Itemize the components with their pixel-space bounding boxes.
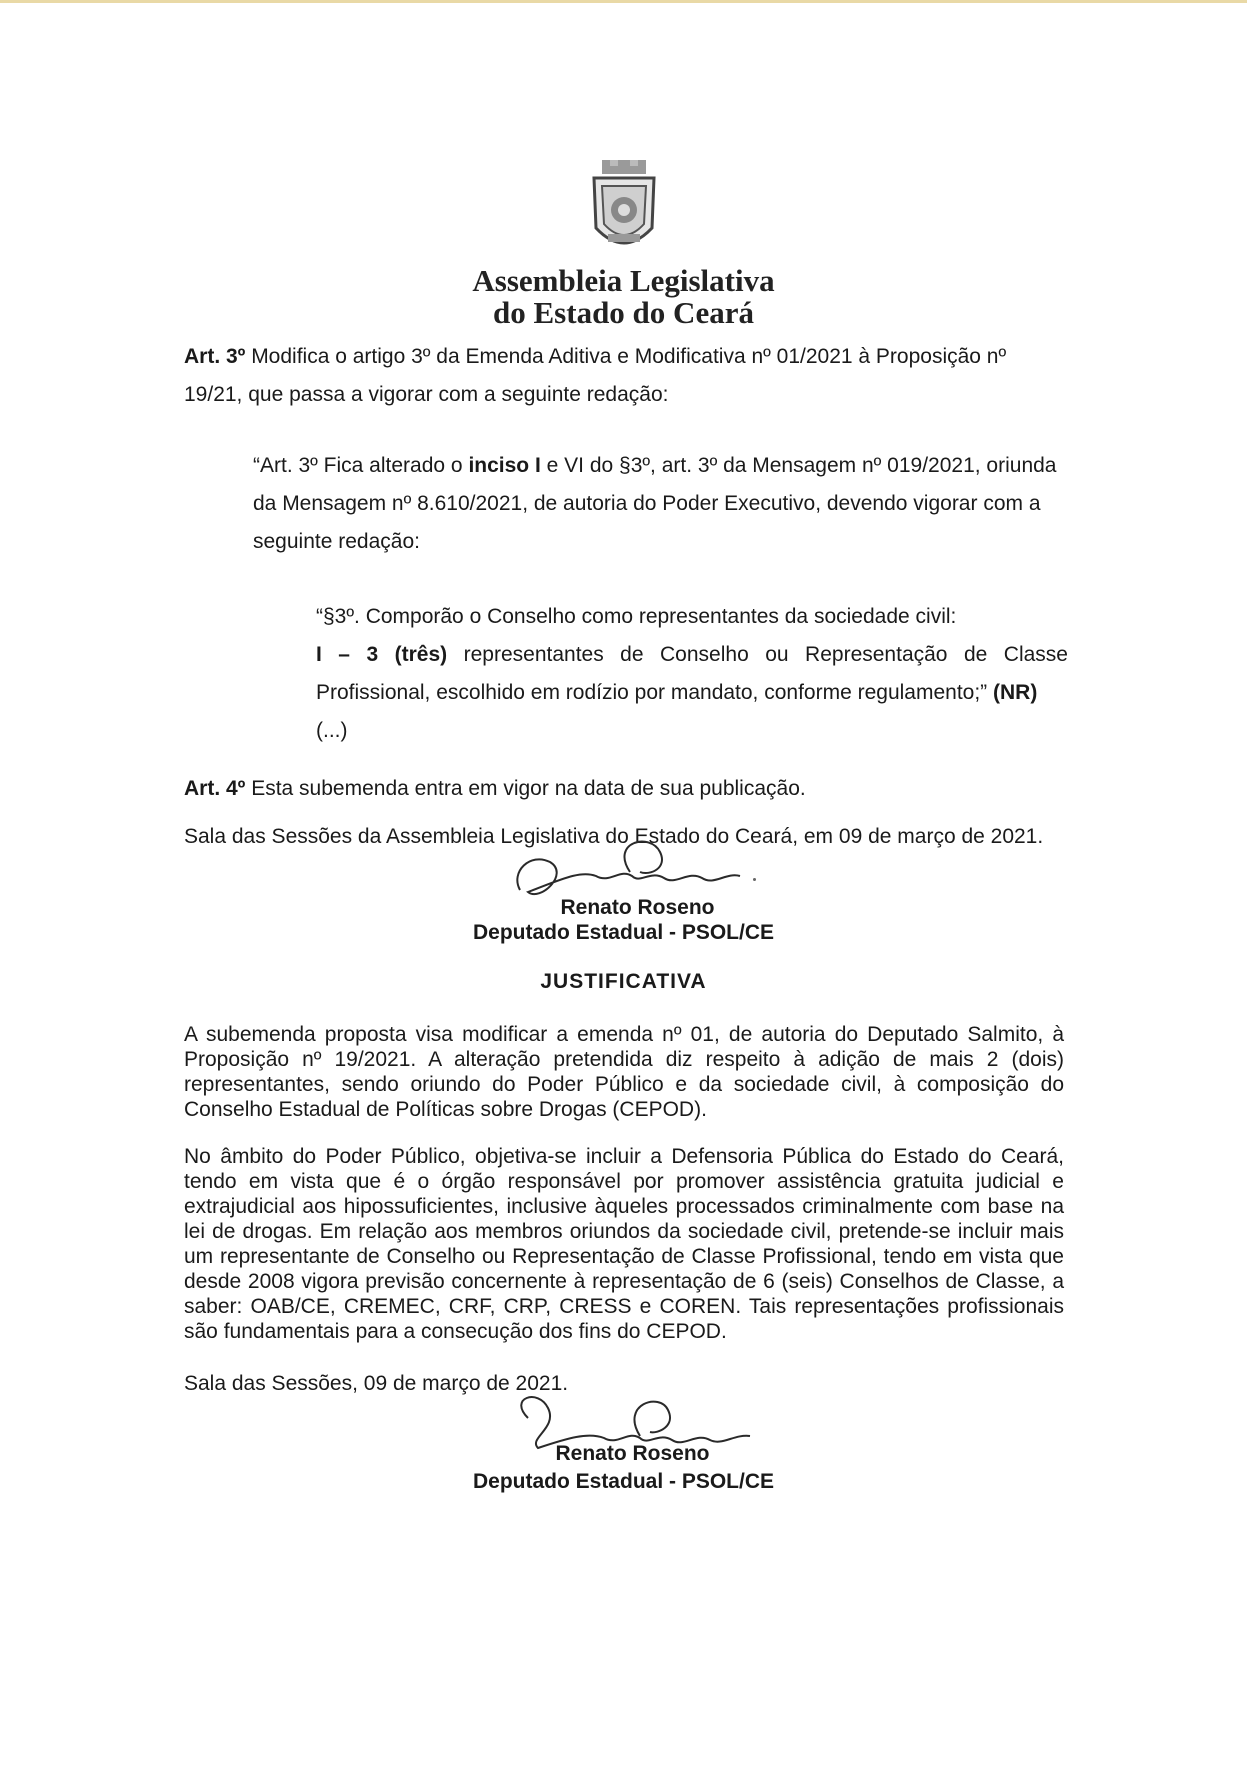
article-3-label: Art. 3º: [184, 345, 246, 368]
signer-role-2: Deputado Estadual - PSOL/CE: [472, 1470, 775, 1493]
paragraph-3-intro: “§3º. Comporão o Conselho como representantes da sociedade civil:: [316, 605, 957, 628]
institution-state: do Estado do Ceará: [493, 295, 754, 330]
ellipsis: (...): [316, 719, 348, 742]
justification-paragraph-2: No âmbito do Poder Público, objetiva-se incluir a Defensoria Pública do Estado do Ceará, tendo em vista que é o órgão responsável por promover assistência gratuita judicial e extrajudicial aos hipossuficientes, inclusive àqueles processados criminalmente com base na lei de drogas. Em relação aos membros oriundos da sociedade civil, pretende-se incluir mais um representante de Conselho ou Representação de Classe Profissional, tendo em vista que desde 2008 vigora previsão concernente à representação de 6 (seis) Conselhos de Classe, a saber: OAB/CE, CREMEC, CRF, CRP, CRESS e COREN. Tais representações profissionais são fundamentais para a consecução dos fins do CEPOD.: [184, 1145, 1064, 1343]
signer-name-2: Renato Roseno: [555, 1442, 710, 1465]
article-3-text: Modifica o artigo 3º da Emenda Aditiva e Modificativa nº 01/2021 à Proposição nº 19/21, que passa a vigorar com a seguinte redação:: [184, 345, 1007, 406]
coat-of-arms-icon: [588, 158, 660, 262]
ink-dot: [753, 878, 756, 881]
signer-name: Renato Roseno: [560, 896, 715, 919]
signer-role: Deputado Estadual - PSOL/CE: [472, 921, 775, 944]
quoted-article-3: “Art. 3º Fica alterado o inciso I e VI do §3º, art. 3º da Mensagem nº 019/2021, oriunda da Mensagem nº 8.610/2021, de autoria do Poder Executivo, devendo vigorar com a seguinte redação:: [253, 454, 1057, 553]
scan-edge: [0, 0, 1247, 3]
justification-heading: JUSTIFICATIVA: [540, 970, 707, 993]
justification-paragraph-1: A subemenda proposta visa modificar a emenda nº 01, de autoria do Deputado Salmito, à Proposição nº 19/2021. A alteração pretendida diz respeito à adição de mais 2 (dois) representantes, sendo oriundo do Poder Público e da sociedade civil, à composição do Conselho Estadual de Políticas sobre Drogas (CEPOD).: [184, 1023, 1064, 1121]
session-date-line-2: Sala das Sessões, 09 de março de 2021.: [184, 1372, 569, 1395]
inciso-i: I – 3 (três) representantes de Conselho ou Representação de Classe Profissional, escolhido em rodízio por mandato, conforme regulamento;” (NR): [316, 643, 1068, 704]
institution-name: Assembleia Legislativa: [472, 263, 775, 298]
session-date-line: Sala das Sessões da Assembleia Legislativa do Estado do Ceará, em 09 de março de 2021.: [184, 825, 1044, 848]
article-3: [184, 338, 1064, 414]
quoted-paragraph-3: [316, 598, 1068, 750]
article-4: Art. 4º Esta subemenda entra em vigor na data de sua publicação.: [184, 777, 806, 800]
